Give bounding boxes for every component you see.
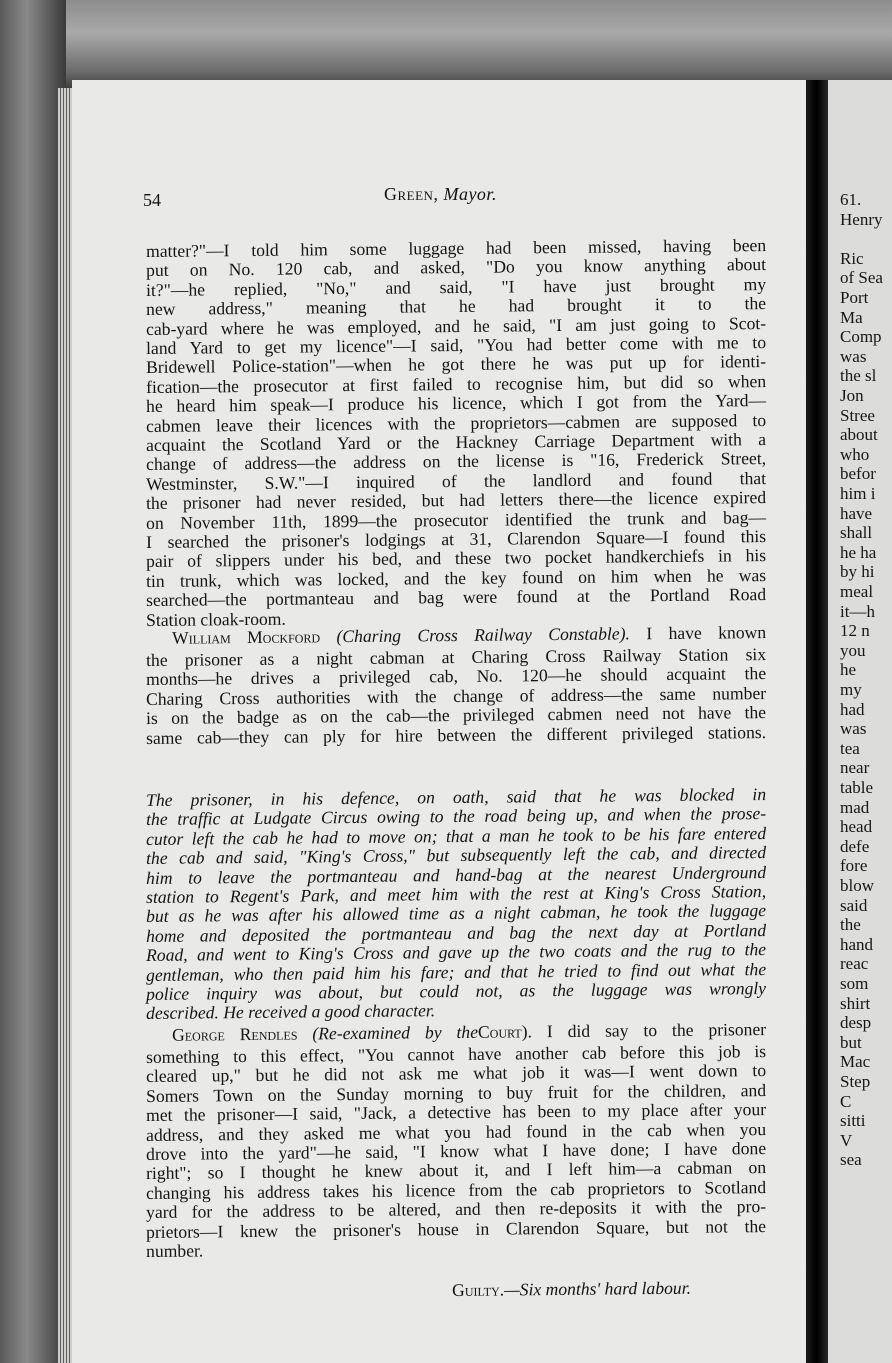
- text-line: number.: [146, 1240, 204, 1261]
- facing-page-line: of Sea: [840, 268, 883, 288]
- text-line: tin trunk, which was locked, and the key found on him when he was: [146, 564, 767, 591]
- facing-page-line: it—h: [840, 601, 875, 621]
- facing-page-line: Port: [840, 288, 869, 307]
- facing-page-line: about: [840, 425, 878, 445]
- facing-page-line: Step: [840, 1072, 871, 1091]
- text-line: matter?"—I told him some luggage had been missed, having been: [146, 235, 767, 261]
- text-line: Bridewell Police-station"—when he got there he was put up for identi-: [146, 351, 767, 378]
- facing-page-line: said: [840, 895, 868, 915]
- facing-page-line: 12 n: [840, 621, 870, 641]
- text-line: searched—the portmanteau and bag were found at the Portland Road: [146, 584, 767, 611]
- facing-page-line: my: [840, 680, 862, 699]
- running-head-name: Green,: [384, 184, 439, 204]
- text-line: acquaint the Scotland Yard or the Hackney Carriage Department with a: [146, 429, 767, 455]
- facing-page-line: reac: [840, 954, 869, 974]
- facing-page-line: som: [840, 974, 869, 993]
- text-line: Station cloak-room.: [146, 608, 286, 630]
- facing-page-line: shall: [840, 523, 873, 543]
- text-line: The prisoner, in his defence, on oath, said that he was blocked in: [146, 784, 767, 810]
- facing-page-line: by hi: [840, 562, 875, 582]
- book-left-edge: [0, 0, 66, 1363]
- facing-page-line: was: [840, 346, 867, 366]
- facing-page-line: C: [840, 1091, 852, 1111]
- facing-page-line: the sl: [840, 366, 877, 386]
- facing-page-line: table: [840, 778, 874, 797]
- facing-page-line: tea: [840, 738, 860, 758]
- facing-page-line: him i: [840, 484, 876, 503]
- text-line: changing his address takes his licence from the cab proprietors to Scotland: [146, 1176, 767, 1203]
- text-line: new address," meaning that he had brought it to the: [146, 293, 767, 320]
- facing-page-line: fore: [840, 856, 868, 876]
- page-number: 54: [143, 190, 161, 210]
- text-line: gentleman, who then paid him his fare; and that he tried to find out what the: [146, 958, 767, 985]
- facing-page-line: hand: [840, 934, 874, 954]
- text-line: Charing Cross authorities with the change of address—the same number: [146, 682, 767, 709]
- facing-page-fragment: [828, 80, 892, 1363]
- verdict: [452, 1278, 691, 1301]
- text-line: home and deposited the portmanteau and bag the next day at Portland: [146, 919, 767, 946]
- facing-page-line: head: [840, 817, 873, 837]
- witness-role: (Charing Cross Railway Constable).: [336, 623, 630, 647]
- book-gutter: [806, 80, 828, 1363]
- facing-page-line: desp: [840, 1013, 872, 1033]
- facing-page-line: mad: [840, 797, 870, 817]
- text-line: is on the badge as on the cab—the privileged cabmen need not have the: [146, 702, 767, 729]
- text-line: drove into the yard"—he said, "I know what I have done; I have done: [146, 1138, 767, 1164]
- text-line: the traffic at Ludgate Circus owing to the road being up, and when the prose-: [146, 803, 767, 830]
- text-line: station to Regent's Park, and meet him with the rest at King's Cross Station,: [146, 881, 767, 907]
- text-line: prietors—I knew the prisoner's house in Clarendon Square, but not the: [146, 1215, 767, 1242]
- witness-name: William Mockford: [171, 626, 321, 648]
- facing-page-line: Stree: [840, 405, 875, 425]
- facing-page-line: sitti: [840, 1111, 866, 1131]
- verdict-sentence: —Six months' hard labour.: [503, 1277, 692, 1300]
- witness-role-court: Court: [477, 1021, 522, 1042]
- text-line: on November 11th, 1899—the prosecutor identified the trunk and bag—: [146, 506, 767, 533]
- witness-role-suffix: ).: [521, 1021, 533, 1042]
- facing-page-line: but: [840, 1032, 862, 1052]
- facing-page-line: he ha: [840, 542, 877, 562]
- text-line: same cab—they can ply for hire between the different privileged stations.: [146, 721, 767, 748]
- running-head: [384, 184, 497, 205]
- facing-page-line: befor: [840, 464, 876, 484]
- text-line: address, and they asked me what you had found in the cab when you: [146, 1118, 767, 1145]
- text-line: police inquiry was about, but could not, as the luggage was wrongly: [146, 978, 767, 1004]
- text-line: described. He received a good character.: [146, 1000, 436, 1024]
- text-line: something to this effect, "You cannot have another cab before this job is: [146, 1041, 767, 1067]
- text-line: I searched the prisoner's lodgings at 31, Clarendon Square—I found this: [146, 526, 767, 552]
- facing-page-line: Ric: [840, 248, 864, 268]
- text-line: put on No. 120 cab, and asked, "Do you know anything about: [146, 254, 767, 281]
- text-line: Westminster, S.W."—I inquired of the landlord and found that: [146, 467, 767, 494]
- facing-page-line: Jon: [840, 386, 864, 405]
- text-line: the prisoner as a night cabman at Charing Cross Railway Station six: [146, 644, 767, 670]
- text-line: the prisoner had never resided, but had letters there—the licence expired: [146, 487, 767, 514]
- facing-page-line: had: [840, 699, 865, 719]
- verdict-word: Guilty.: [452, 1279, 505, 1300]
- text-line: right"; so I thought he knew about it, and I left him—a cabman on: [146, 1157, 767, 1184]
- facing-page-line: Mac: [840, 1052, 871, 1072]
- facing-page-line: meal: [840, 582, 874, 601]
- facing-page-line: Henry: [840, 209, 883, 229]
- text-line: yard for the address to be altered, and then re-deposits it with the pro-: [146, 1196, 767, 1223]
- text-line: land Yard to get my licence"—I said, "You had better come with me to: [146, 332, 767, 358]
- facing-page-line: Ma: [840, 307, 863, 327]
- text-line: cleared up," but he did not ask me what job it was—I went down to: [146, 1060, 767, 1087]
- facing-page-line: sea: [840, 1150, 862, 1170]
- page-stack-edges: [58, 88, 72, 1363]
- witness-statement-start: I did say to the prisoner: [546, 1019, 767, 1042]
- witness-statement-start: I have known: [646, 622, 767, 644]
- facing-page-line: 61.: [840, 190, 862, 209]
- facing-page-line: who: [840, 444, 870, 464]
- facing-page-line: Comp: [840, 327, 882, 347]
- running-head-title: Mayor.: [443, 184, 497, 204]
- witness-name: George Rendles: [171, 1023, 298, 1045]
- text-line: months—he drives a privileged cab, No. 120—he should acquaint the: [146, 663, 767, 690]
- facing-page-line: near: [840, 758, 870, 778]
- witness-role-prefix: (Re-examined by the: [312, 1021, 479, 1044]
- text-line: pair of slippers under his bed, and these two pocket handkerchiefs in his: [146, 545, 767, 572]
- text-line: Somers Town on the Sunday morning to buy fruit for the children, and: [146, 1079, 767, 1106]
- text-line: met the prisoner—I said, "Jack, a detective has been to my place after your: [146, 1099, 767, 1126]
- text-line: fication—the prosecutor at first failed to recognise him, but did so when: [146, 370, 767, 397]
- text-line: him to leave the portmanteau and hand-bag at the nearest Underground: [146, 861, 767, 888]
- text-line: Road, and went to King's Cross and gave up the two coats and the rug to the: [146, 939, 767, 966]
- text-line: cabmen leave their licences with the proprietors—cabmen are supposed to: [146, 409, 767, 436]
- facing-page-line: he: [840, 660, 857, 680]
- text-line: he heard him speak—I produce his licence, which I got from the Yard—: [146, 390, 767, 417]
- text-line: but as he was after his allowed time as a night cabman, he took the luggage: [146, 900, 767, 927]
- facing-page-line: defe: [840, 836, 870, 856]
- facing-page-line: shirt: [840, 993, 871, 1013]
- facing-page-line: was: [840, 719, 867, 739]
- facing-page-line: blow: [840, 876, 874, 895]
- text-line: the cab and said, "King's Cross," but subsequently left the cab, and directed: [146, 842, 767, 869]
- facing-page-line: you: [840, 640, 866, 660]
- text-line: cutor left the cab he had to move on; that a man he took to be his fare entered: [146, 822, 767, 849]
- text-line: it?"—he replied, "No," and said, "I have just brought my: [146, 273, 767, 300]
- text-line: cab-yard where he was employed, and he said, "I am just going to Scot-: [146, 312, 767, 339]
- facing-page-line: have: [840, 503, 873, 523]
- facing-page-line: V: [840, 1130, 853, 1150]
- text-line: change of address—the address on the license is "16, Frederick Street,: [146, 448, 767, 475]
- facing-page-line: the: [840, 915, 861, 935]
